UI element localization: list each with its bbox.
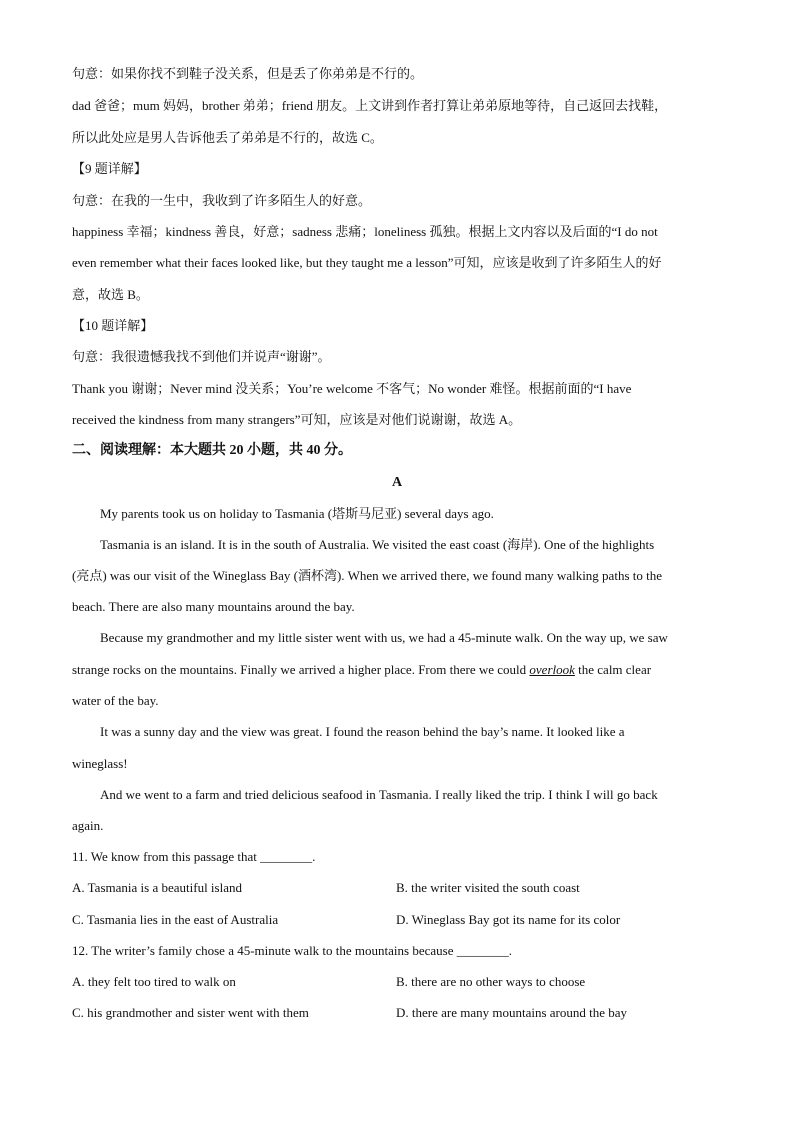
question-12-option-a: A. they felt too tired to walk on: [72, 974, 236, 989]
question-12-option-d: D. there are many mountains around the bay: [396, 1005, 628, 1020]
text-span: the calm clear: [574, 662, 652, 677]
text-line: 意，故选 B。: [72, 287, 149, 302]
passage-paragraph-5-line: And we went to a farm and tried delicious seafood in Tasmania. I really liked the trip. I think I will go back: [100, 787, 658, 802]
text-line: 句意：我很遗憾我找不到他们并说声“谢谢”。: [72, 349, 331, 364]
text-line: received the kindness from many strangers”可知，应该是对他们说谢谢，故选 A。: [72, 412, 522, 427]
section-heading: 二、阅读理解：本大题共 20 小题，共 40 分。: [72, 443, 352, 458]
question-11-option-d: D. Wineglass Bay got its name for its color: [396, 912, 621, 927]
passage-paragraph-3-line: [72, 660, 722, 680]
question-11-option-a: A. Tasmania is a beautiful island: [72, 880, 242, 895]
text-line: Thank you 谢谢；Never mind 没关系；You’re welcome 不客气；No wonder 难怪。根据前面的“I have: [72, 381, 632, 396]
passage-paragraph-2-line: (亮点) was our visit of the Wineglass Bay (酒杯湾). When we arrived there, we found many walking paths to the: [72, 568, 662, 583]
passage-paragraph-3-line: water of the bay.: [72, 693, 159, 708]
passage-paragraph-2-line: Tasmania is an island. It is in the south of Australia. We visited the east coast (海岸). One of the highlights: [100, 537, 655, 552]
passage-paragraph-1: My parents took us on holiday to Tasmania (塔斯马尼亚) several days ago.: [100, 506, 494, 521]
question-11-stem: 11. We know from this passage that ________.: [72, 849, 316, 864]
question-12-option-b: B. there are no other ways to choose: [396, 974, 586, 989]
answer-heading-9: 【9 题详解】: [72, 161, 147, 176]
passage-paragraph-4-line: It was a sunny day and the view was great. I found the reason behind the bay’s name. It looked like a: [100, 724, 625, 739]
text-line: dad 爸爸；mum 妈妈，brother 弟弟；friend 朋友。上文讲到作者打算让弟弟原地等待，自己返回去找鞋，: [72, 98, 668, 113]
question-12-option-c: C. his grandmother and sister went with them: [72, 1005, 309, 1020]
text-line: 句意：如果你找不到鞋子没关系，但是丢了你弟弟是不行的。: [72, 66, 424, 81]
passage-paragraph-2-line: beach. There are also many mountains around the bay.: [72, 599, 355, 614]
text-line: 所以此处应是男人告诉他丢了弟弟是不行的，故选 C。: [72, 130, 383, 145]
text-span: strange rocks on the mountains. Finally we arrived a higher place. From there we could: [72, 662, 530, 677]
passage-label: A: [391, 475, 403, 490]
text-line: happiness 幸福；kindness 善良，好意；sadness 悲痛；loneliness 孤独。根据上文内容以及后面的“I do not: [72, 224, 658, 239]
answer-heading-10: 【10 题详解】: [72, 318, 154, 333]
text-line: 句意：在我的一生中，我收到了许多陌生人的好意。: [72, 193, 372, 208]
text-line: even remember what their faces looked like, but they taught me a lesson”可知，应该是收到了许多陌生人的好: [72, 255, 662, 270]
passage-paragraph-3-line: Because my grandmother and my little sister went with us, we had a 45-minute walk. On the way up, we saw: [100, 630, 668, 645]
passage-paragraph-4-line: wineglass!: [72, 756, 128, 771]
underlined-word: overlook: [529, 662, 575, 677]
passage-paragraph-5-line: again.: [72, 818, 104, 833]
question-11-option-c: C. Tasmania lies in the east of Australia: [72, 912, 279, 927]
question-12-stem: 12. The writer’s family chose a 45-minute walk to the mountains because ________.: [72, 943, 512, 958]
question-11-option-b: B. the writer visited the south coast: [396, 880, 580, 895]
